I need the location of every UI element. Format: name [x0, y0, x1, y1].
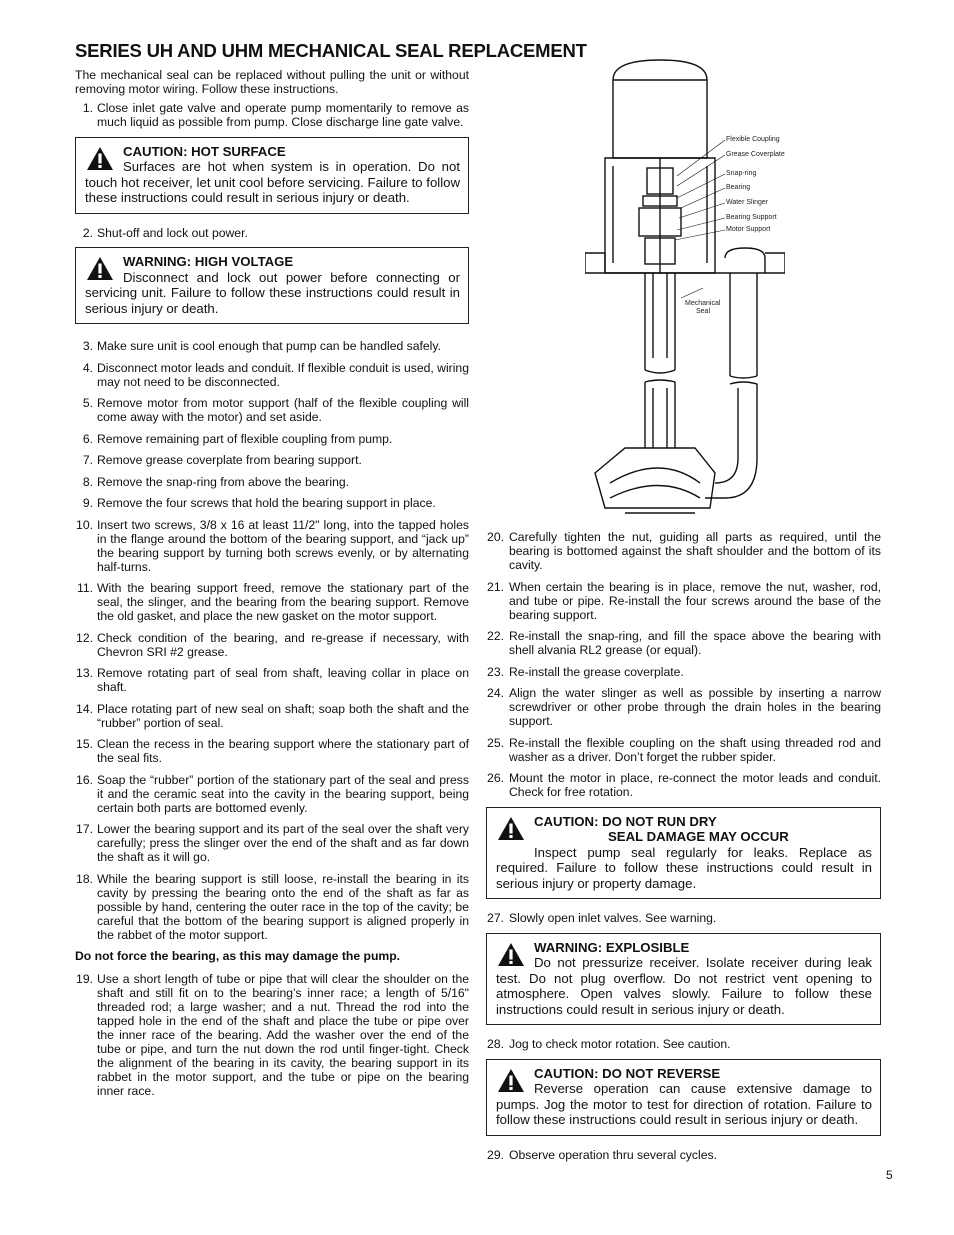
caution-do-not-run-dry-box	[486, 807, 881, 900]
warning-triangle-icon	[497, 1068, 525, 1097]
step-8: 8. Remove the snap-ring from above the bearing.	[82, 474, 350, 489]
label-flexible-coupling: Flexible Coupling	[726, 136, 780, 143]
step-26: 26. Mount the motor in place, re-connect the motor leads and conduit. Check for free rotation.	[487, 771, 881, 799]
step-text: Close inlet gate valve and operate pump momentarily to remove as much liquid as possible from pump. Close discharge line gate valve.	[97, 101, 469, 129]
step-4: 4. Disconnect motor leads and conduit. If flexible conduit is used, wiring may not need to be disconnected.	[82, 360, 469, 389]
warning-triangle-icon	[86, 256, 114, 285]
box-body: Disconnect and lock out power before connecting or servicing unit. Failure to follow these instructions could result in serious injury or death.	[85, 269, 460, 316]
box-heading-2: SEAL DAMAGE MAY OCCUR	[608, 829, 789, 844]
step-12: 12. Check condition of the bearing, and re-grease if necessary, with Chevron SRI #2 grease.	[76, 630, 469, 659]
step-14: 14. Place rotating part of new seal on shaft; soap both the shaft and the “rubber” portion of seal.	[76, 701, 469, 730]
step-25: 25. Re-install the flexible coupling on the shaft using threaded rod and washer as a driver. Don’t forget the rubber spider.	[487, 735, 881, 764]
box-heading: CAUTION: DO NOT REVERSE	[534, 1065, 721, 1081]
caution-do-not-reverse-box	[486, 1059, 881, 1136]
box-heading: WARNING: EXPLOSIBLE	[534, 939, 690, 955]
step-23: 23. Re-install the grease coverplate.	[487, 664, 684, 679]
right-column	[486, 530, 881, 1169]
warning-triangle-icon	[497, 942, 525, 971]
intro-text: The mechanical seal can be replaced without pulling the unit or without removing motor wiring. Follow these instructions.	[75, 68, 469, 96]
step-2	[75, 226, 469, 240]
step-24: 24. Align the water slinger as well as possible by inserting a narrow screwdriver or other probe through the drain holes in the bearing support.	[487, 686, 881, 728]
step-22: 22. Re-install the snap-ring, and fill the space above the bearing with shell alvania RL2 grease (or equal).	[487, 629, 881, 657]
page-number: 5	[886, 1168, 893, 1182]
pump-cross-section-diagram	[585, 58, 785, 520]
label-snap-ring: Snap-ring	[726, 170, 757, 177]
label-grease-coverplate: Grease Coverplate	[726, 151, 785, 158]
box-body: Reverse operation can cause extensive damage to pumps. Jog the motor to test for direction of rotation. Failure to follow these instructions could result in serious injury or death.	[496, 1081, 872, 1127]
step-27: 27. Slowly open inlet valves. See warning.	[487, 911, 717, 925]
step-number: 2.	[82, 225, 93, 240]
box-heading: CAUTION: DO NOT RUN DRY	[534, 813, 717, 829]
step-11: 11. With the bearing support freed, remove the stationary part of the seal, the slinger, and the bearing from the bearing support. Remove the old gasket, and place the new gasket on the motor support.	[76, 581, 469, 623]
step-29: 29. Observe operation thru several cycles.	[487, 1147, 717, 1162]
label-bearing-support: Bearing Support	[726, 214, 777, 221]
page-title: SERIES UH AND UHM MECHANICAL SEAL REPLACEMENT	[75, 40, 587, 61]
step-17: 17. Lower the bearing support and its part of the seal over the shaft very carefully; press the slinger over the end of the shaft and as far down the shaft as it will go.	[76, 822, 469, 864]
box-body: Surfaces are hot when system is in operation. Do not touch hot receiver, let unit cool before servicing. Failure to follow these instructions could result in serious injury or death.	[85, 159, 460, 205]
step-19: 19. Use a short length of tube or pipe that will clear the shoulder on the shaft and still fit on to the bearing’s inner race; a length of 5/16" threaded rod; a large washer; and a nut. Thread the rod into the tapped hole in the end of the shaft and place the tube or pipe over the inner race of the bearing. Add the washer over the end of the tube or pipe, and turn the nut down the rod until finger-tight. Check the alignment of the bearing in its cavity, the bearing support in its rabbet in the motor support, and the tube or pipe on the bearing inner race.	[76, 972, 469, 1098]
box-body: Inspect pump seal regularly for leaks. Replace as required. Failure to follow these instructions could result in serious injury or property damage.	[496, 844, 872, 891]
label-motor-support: Motor Support	[726, 226, 771, 233]
step-6: 6. Remove remaining part of flexible coupling from pump.	[82, 431, 393, 446]
label-seal: Seal	[696, 308, 711, 315]
step-5: 5. Remove motor from motor support (half of the flexible coupling will come away with the motor) and set aside.	[82, 396, 469, 424]
step-15: 15. Clean the recess in the bearing support where the stationary part of the seal fits.	[76, 737, 469, 765]
step-3: 3. Make sure unit is cool enough that pump can be handled safely.	[82, 339, 441, 353]
step-16: 16. Soap the “rubber” portion of the stationary part of the seal and press it and the ceramic seat into the cavity in the bearing support, being certain both parts are bottomed evenly.	[76, 772, 469, 815]
bold-note: Do not force the bearing, as this may damage the pump.	[75, 949, 401, 963]
step-text: Shut-off and lock out power.	[97, 225, 248, 240]
label-mechanical: Mechanical	[685, 300, 721, 307]
step-number: 1.	[82, 101, 93, 115]
warning-explosible-box	[486, 933, 881, 1026]
step-7: 7. Remove grease coverplate from bearing support.	[82, 453, 362, 467]
label-water-slinger: Water Slinger	[726, 199, 769, 206]
step-9: 9. Remove the four screws that hold the bearing support in place.	[82, 496, 436, 510]
warning-triangle-icon	[86, 146, 114, 175]
pump-diagram-svg	[585, 58, 785, 520]
step-21: 21. When certain the bearing is in place, remove the nut, washer, rod, and tube or pipe. Re-install the four screws around the base of the bearing support.	[487, 579, 881, 622]
box-heading: CAUTION: HOT SURFACE	[123, 143, 286, 159]
caution-hot-surface-box	[75, 137, 469, 214]
step-1	[75, 101, 469, 129]
label-bearing: Bearing	[726, 184, 751, 191]
warning-triangle-icon	[497, 816, 525, 845]
step-28: 28. Jog to check motor rotation. See caution.	[487, 1037, 731, 1051]
box-heading: WARNING: HIGH VOLTAGE	[123, 254, 294, 269]
left-column	[75, 68, 469, 1106]
box-body: Do not pressurize receiver. Isolate receiver during leak test. Do not plug overflow. Do not restrict vent opening to atmosphere. Open valves slowly. Failure to follow these instructions could result in serious injury or death.	[496, 955, 872, 1017]
step-10: 10. Insert two screws, 3/8 x 16 at least 11/2" long, into the tapped holes in the flange around the bottom of the bearing support, and “jack up” the bearing support by turning both screws evenly, or by alternating half-turns.	[76, 517, 469, 574]
warning-high-voltage-box	[75, 247, 469, 324]
step-18: 18. While the bearing support is still loose, re-install the bearing in its cavity by pressing the bearing onto the end of the shaft as far as possible by hand, centering the outer race in the top of the cavity; be careful that the bottom of the bearing support is aligned properly in the rabbet of the motor support.	[76, 871, 469, 942]
step-20: 20. Carefully tighten the nut, guiding all parts as required, until the bearing is bottomed against the shaft shoulder and the bottom of its cavity.	[487, 530, 881, 572]
step-13: 13. Remove rotating part of seal from shaft, leaving collar in place on shaft.	[76, 666, 469, 694]
